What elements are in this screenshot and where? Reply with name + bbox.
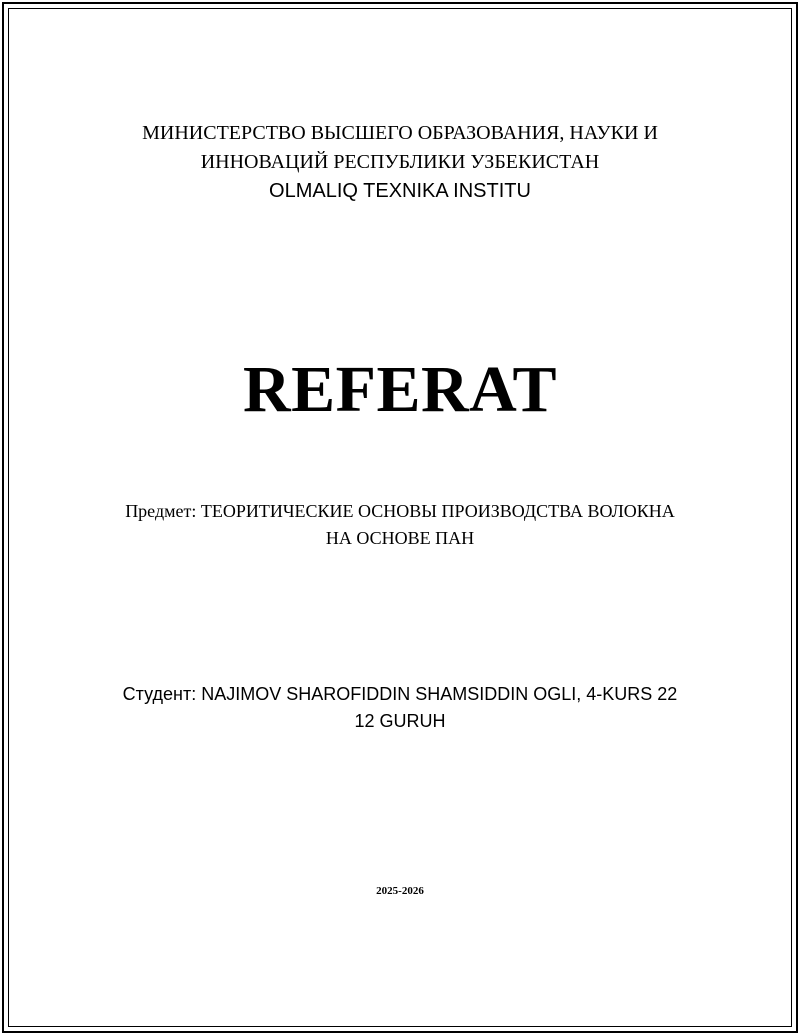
student-name: NAJIMOV SHAROFIDDIN SHAMSIDDIN OGLI, 4-KURS 22 <box>201 684 678 704</box>
subject-label: Предмет: <box>125 501 197 521</box>
academic-year: 2025-2026 <box>376 885 424 897</box>
institution-header <box>0 119 800 206</box>
student-block <box>0 681 800 735</box>
student-group: 12 GURUH <box>354 711 446 731</box>
subject-text-2: НА ОСНОВЕ ПАН <box>325 528 475 548</box>
document-title: REFERAT <box>243 353 557 426</box>
subject-text-1: ТЕОРИТИЧЕСКИЕ ОСНОВЫ ПРОИЗВОДСТВА ВОЛОКНА <box>200 501 675 521</box>
subject-line-1 <box>0 498 800 525</box>
student-label: Студент: <box>122 684 197 704</box>
institute-name: OLMALIQ TEXNIKA INSTITU <box>269 180 531 202</box>
ministry-line-2: ИННОВАЦИЙ РЕСПУБЛИКИ УЗБЕКИСТАН <box>200 151 600 173</box>
subject-block <box>0 498 800 552</box>
student-line-1 <box>0 681 800 708</box>
ministry-line-1: МИНИСТЕРСТВО ВЫСШЕГО ОБРАЗОВАНИЯ, НАУКИ И <box>142 122 658 144</box>
